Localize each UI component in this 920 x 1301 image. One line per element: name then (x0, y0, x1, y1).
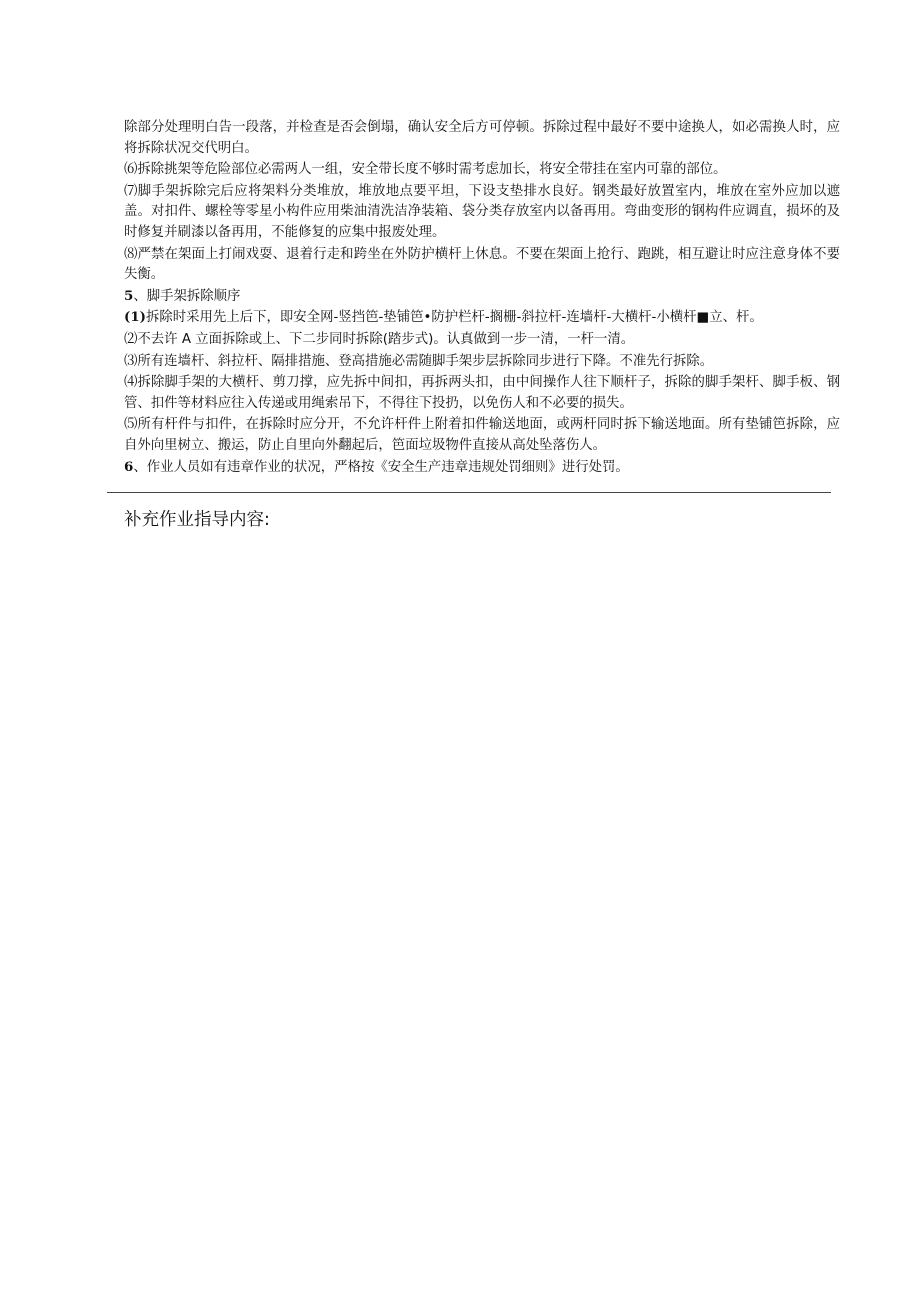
paragraph-text: ⑸所有杆件与扣件，在拆除时应分开，不允许杆件上附着扣件输送地面，或两杆同时拆下输送地面。所有垫铺笆拆除，应自外向里树立、搬运，防止自里向外翻起后，笆面垃圾物件直接从高处坠落伤人。 (124, 417, 840, 453)
paragraph (124, 244, 840, 286)
paragraph (124, 351, 840, 373)
section-number: 6 (124, 458, 134, 475)
paragraph-text: ⑻严禁在架面上打闹戏耍、退着行走和跨坐在外防护横杆上休息。不要在架面上抢行、跑跳，相互避让时应注意身体不要失衡。 (124, 246, 840, 283)
paragraph (124, 159, 840, 181)
paragraph-text: ⑷拆除脚手架的大横杆、剪刀撑，应先拆中间扣，再拆两头扣，由中间操作人往下顺杆子，拆除的脚手架杆、脚手板、钢管、扣件等材料应往入传递或用绳索吊下，不得往下投扔，以免伤人和不必要的损失。 (124, 375, 840, 411)
paragraph (124, 414, 840, 456)
paragraph (124, 181, 840, 244)
paragraph-text: 拆除时采用先上后下，即安全网-竖挡笆-垫铺笆•防护栏杆-搁栅-斜拉杆-连墙杆-大横杆-小横杆■立、杆。 (146, 310, 763, 326)
paragraph-text: ⑶所有连墙杆、斜拉杆、隔排措施、登高措施必需随脚手架步层拆除同步进行下降。不准先行拆除。 (124, 353, 714, 369)
supplement-title: 补充作业指导内容: (124, 510, 270, 530)
section-heading-text: 、作业人员如有违章作业的状况，严格按《安全生产违章违规处罚细则》进行处罚。 (133, 459, 629, 475)
paragraph (124, 117, 840, 159)
document-body (124, 117, 840, 478)
item-number: (1) (124, 309, 146, 326)
paragraph-text: ⑹拆除挑架等危险部位必需两人一组，安全带长度不够时需考虑加长，将安全带挂在室内可靠的部位。 (124, 162, 727, 178)
paragraph (124, 307, 840, 329)
paragraph-text: ⑺脚手架拆除完后应将架料分类堆放，堆放地点要平坦，下设支垫排水良好。钢类最好放置室内，堆放在室外应加以遮盖。对扣件、螺栓等零星小构件应用柴油清洗洁净装箱、袋分类存放室内以备再用。弯曲变形的钢构件应调直，损坏的及时修复并刷漆以备再用，不能修复的应集中报废处理。 (124, 183, 840, 240)
section-heading (124, 457, 840, 479)
section-heading-text: 、脚手架拆除顺序 (133, 288, 241, 304)
paragraph-text: ⑵不去许 A 立面拆除或上、下二步同时拆除(踏步式)。认真做到一步一清，一杆一清。 (124, 331, 635, 347)
paragraph (124, 329, 840, 351)
section-heading (124, 286, 840, 308)
horizontal-divider (107, 492, 831, 493)
paragraph-text: 除部分处理明白告一段落，并检查是否会倒塌，确认安全后方可停顿。拆除过程中最好不要中途换人，如必需换人时，应将拆除状况交代明白。 (124, 120, 840, 156)
section-number: 5 (124, 287, 134, 304)
paragraph (124, 372, 840, 414)
